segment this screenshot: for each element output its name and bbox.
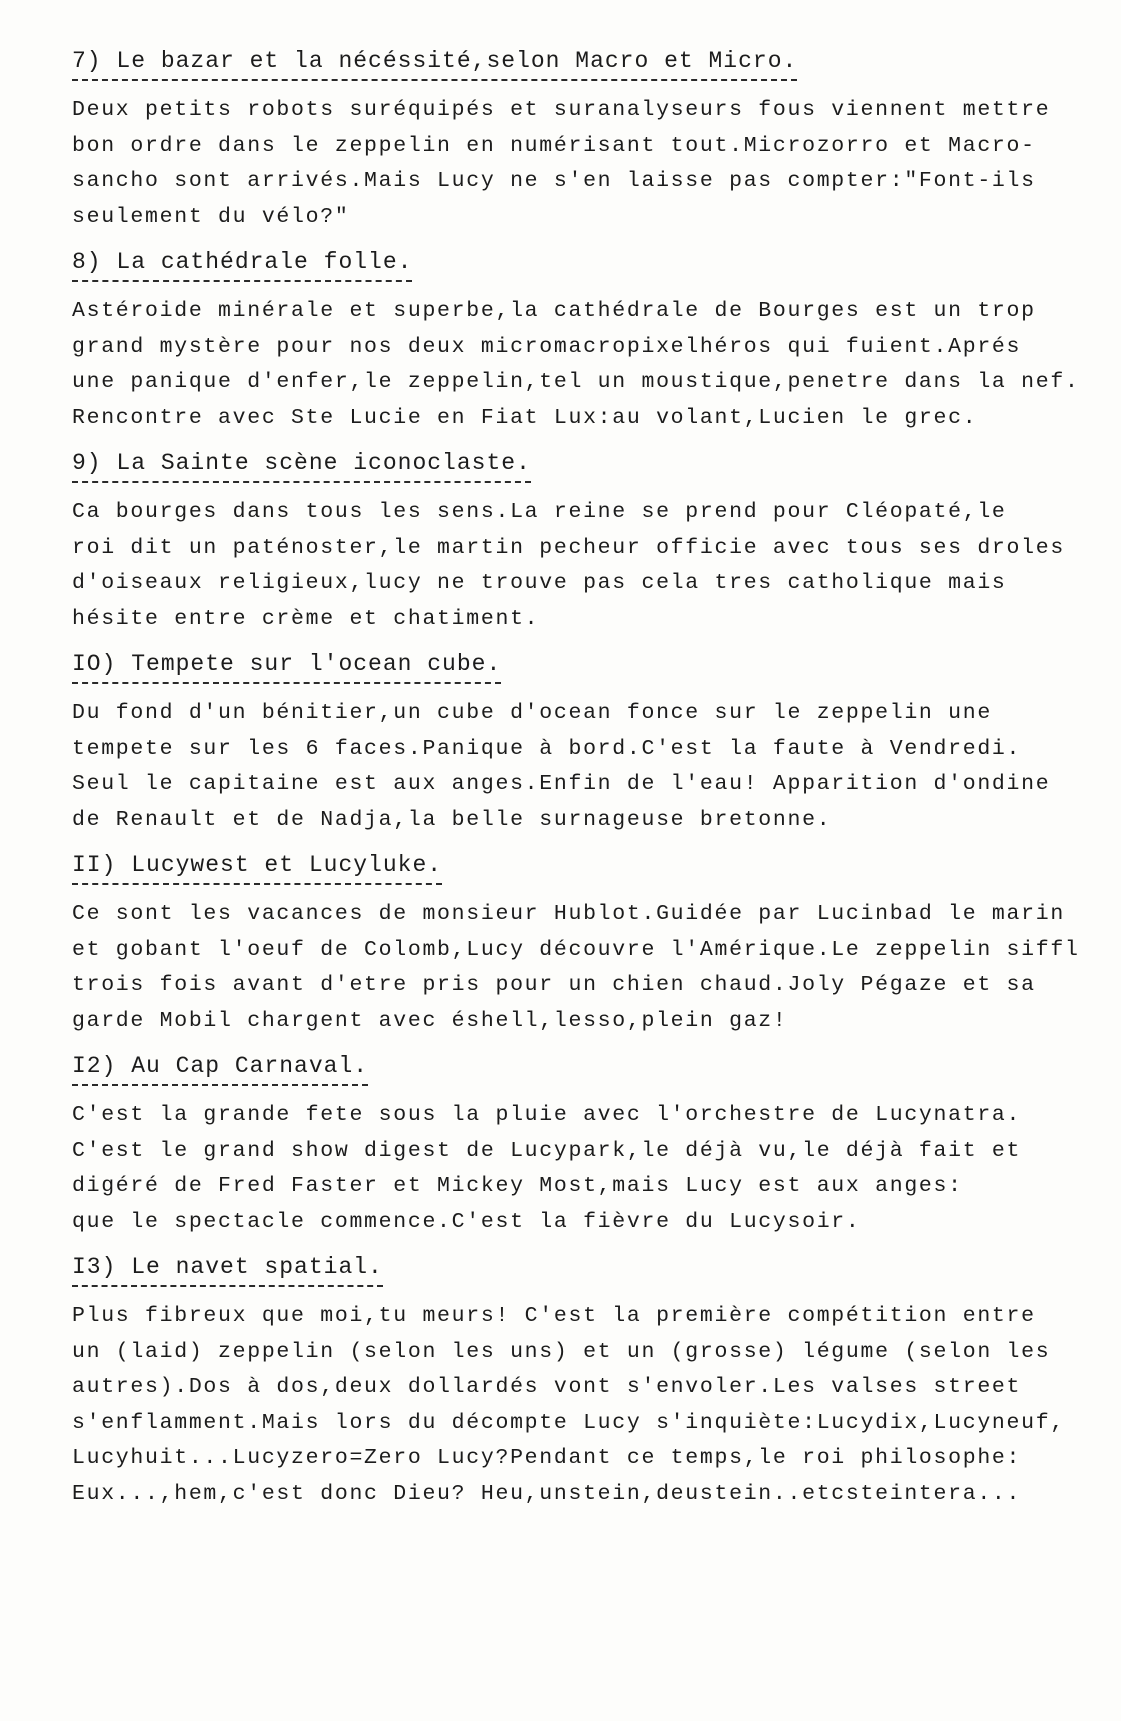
paragraph-line: sancho sont arrivés.Mais Lucy ne s'en laisse pas compter:"Font-ils — [72, 169, 1036, 193]
paragraph-line: Ce sont les vacances de monsieur Hublot.Guidée par Lucinbad le marin — [72, 902, 1065, 926]
paragraph-line: Du fond d'un bénitier,un cube d'ocean fonce sur le zeppelin une — [72, 701, 992, 725]
section-heading: I2) Au Cap Carnaval. — [72, 1049, 368, 1086]
paragraph-line: Astéroide minérale et superbe,la cathédrale de Bourges est un trop — [72, 299, 1036, 323]
paragraph-line: d'oiseaux religieux,lucy ne trouve pas cela tres catholique mais — [72, 571, 1007, 595]
section-paragraph — [72, 93, 1102, 235]
paragraph-line: s'enflamment.Mais lors du décompte Lucy s'inquiète:Lucydix,Lucyneuf, — [72, 1410, 1065, 1435]
paragraph-line: C'est le grand show digest de Lucypark,le déjà vu,le déjà fait et — [72, 1138, 1022, 1163]
paragraph-line: de Renault et de Nadja,la belle surnageuse bretonne. — [72, 807, 832, 832]
section — [72, 647, 1102, 838]
paragraph-line: un (laid) zeppelin (selon les uns) et un (grosse) légume (selon les — [72, 1339, 1051, 1364]
paragraph-line: seulement du vélo?" — [72, 204, 350, 229]
section-heading: 9) La Sainte scène iconoclaste. — [72, 446, 531, 483]
paragraph-line: Ca bourges dans tous les sens.La reine se prend pour Cléopaté,le — [72, 500, 1007, 524]
section-heading: II) Lucywest et Lucyluke. — [72, 848, 442, 885]
paragraph-line: Deux petits robots suréquipés et suranalyseurs fous viennent mettre — [72, 98, 1051, 122]
section-heading: IO) Tempete sur l'ocean cube. — [72, 647, 501, 684]
page-content — [72, 44, 1102, 1522]
paragraph-line: Plus fibreux que moi,tu meurs! C'est la première compétition entre — [72, 1304, 1036, 1328]
section — [72, 446, 1102, 637]
paragraph-line: Eux...,hem,c'est donc Dieu? Heu,unstein,deustein..etcsteintera... — [72, 1481, 1022, 1506]
paragraph-line: grand mystère pour nos deux micromacropixelhéros qui fuient.Aprés — [72, 334, 1022, 359]
section — [72, 245, 1102, 436]
section — [72, 44, 1102, 235]
paragraph-line: que le spectacle commence.C'est la fièvre du Lucysoir. — [72, 1209, 861, 1234]
paragraph-line: trois fois avant d'etre pris pour un chien chaud.Joly Pégaze et sa — [72, 973, 1036, 997]
section-paragraph — [72, 294, 1102, 436]
paragraph-line: autres).Dos à dos,deux dollardés vont s'envoler.Les valses street — [72, 1375, 1022, 1399]
section-paragraph — [72, 1299, 1102, 1512]
section — [72, 1250, 1102, 1512]
paragraph-line: tempete sur les 6 faces.Panique à bord.C'est la faute à Vendredi. — [72, 736, 1022, 761]
section — [72, 1049, 1102, 1240]
section — [72, 848, 1102, 1039]
paragraph-line: et gobant l'oeuf de Colomb,Lucy découvre l'Amérique.Le zeppelin siffl — [72, 937, 1080, 962]
paragraph-line: bon ordre dans le zeppelin en numérisant tout.Microzorro et Macro- — [72, 133, 1036, 158]
section-heading: 8) La cathédrale folle. — [72, 245, 412, 282]
paragraph-line: Seul le capitaine est aux anges.Enfin de l'eau! Apparition d'ondine — [72, 772, 1051, 796]
paragraph-line: digéré de Fred Faster et Mickey Most,mais Lucy est aux anges: — [72, 1174, 963, 1198]
paragraph-line: hésite entre crème et chatiment. — [72, 606, 540, 631]
paragraph-line: garde Mobil chargent avec éshell,lesso,plein gaz! — [72, 1008, 788, 1033]
paragraph-line: Rencontre avec Ste Lucie en Fiat Lux:au volant,Lucien le grec. — [72, 405, 978, 430]
paragraph-line: Lucyhuit...Lucyzero=Zero Lucy?Pendant ce temps,le roi philosophe: — [72, 1446, 1022, 1470]
paragraph-line: une panique d'enfer,le zeppelin,tel un moustique,penetre dans la nef. — [72, 370, 1080, 394]
paragraph-line: C'est la grande fete sous la pluie avec l'orchestre de Lucynatra. — [72, 1103, 1022, 1127]
section-paragraph — [72, 1098, 1102, 1240]
section-paragraph — [72, 696, 1102, 838]
section-heading: 7) Le bazar et la nécéssité,selon Macro et Micro. — [72, 44, 797, 81]
section-paragraph — [72, 495, 1102, 637]
paragraph-line: roi dit un paténoster,le martin pecheur officie avec tous ses droles — [72, 535, 1065, 560]
section-paragraph — [72, 897, 1102, 1039]
section-heading: I3) Le navet spatial. — [72, 1250, 383, 1287]
